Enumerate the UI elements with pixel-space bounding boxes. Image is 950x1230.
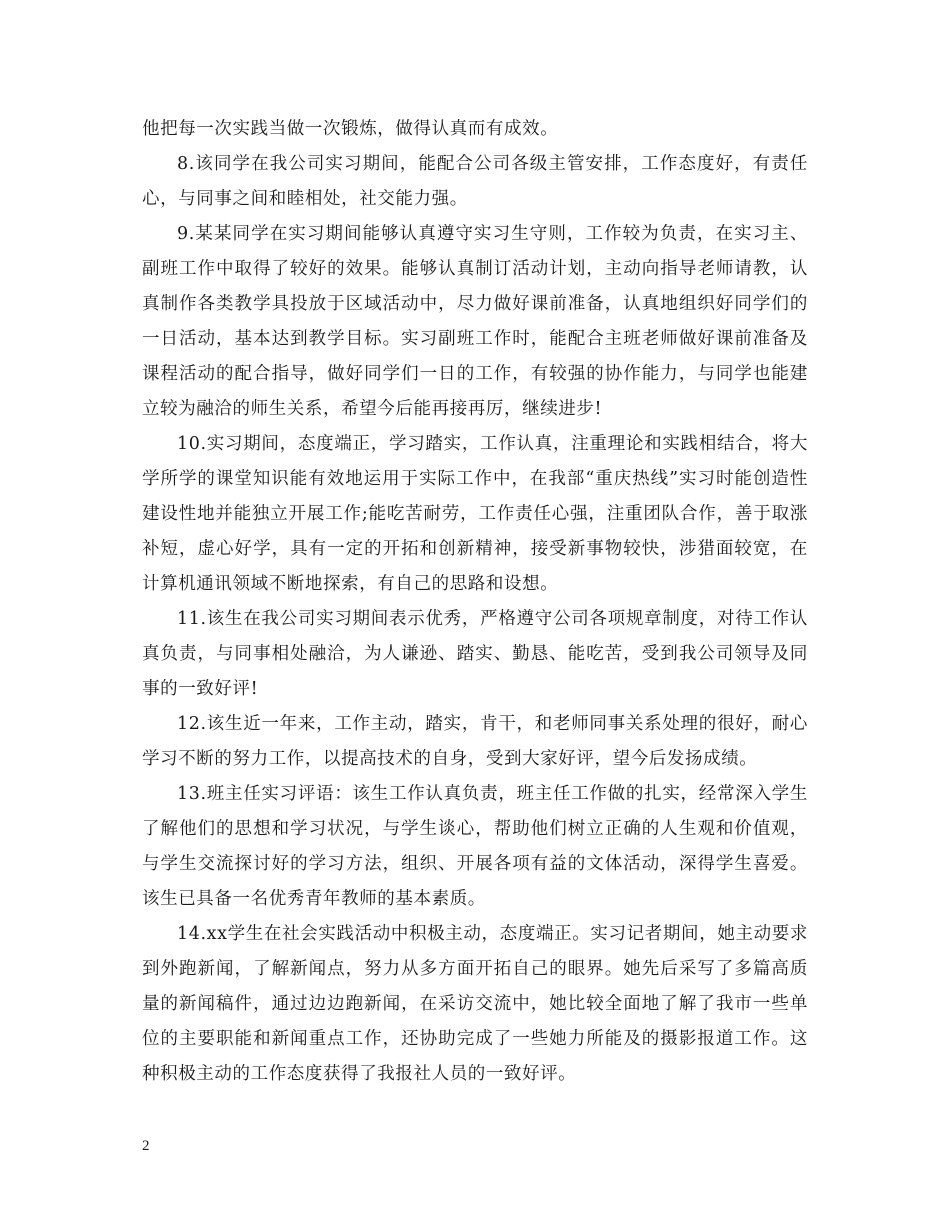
paragraph-item-12: 12.该生近一年来，工作主动，踏实，肯干，和老师同事关系处理的很好，耐心学习不断的努力工作，以提高技术的自身，受到大家好评，望今后发扬成绩。 (142, 714, 808, 769)
paragraph-item-14: 14.xx学生在社会实践活动中积极主动，态度端正。实习记者期间，她主动要求到外跑新闻，了解新闻点，努力从多方面开拓自己的眼界。她先后采写了多篇高质量的新闻稿件，通过边边跑新闻，在采访交流中，她比较全面地了解了我市一些单位的主要职能和新闻重点工作，还协助完成了一些她力所能及的摄影报道工作。这种积极主动的工作态度获得了我报社人员的一致好评。 (142, 924, 808, 1084)
paragraph-item-10: 10.实习期间，态度端正，学习踏实，工作认真，注重理论和实践相结合，将大学所学的课堂知识能有效地运用于实际工作中，在我部“重庆热线”实习时能创造性建设性地并能独立开展工作;能吃苦耐劳，工作责任心强，注重团队合作，善于取涨补短，虚心好学，具有一定的开拓和创新精神，接受新事物较快，涉猎面较宽，在计算机通讯领域不断地探索，有自己的思路和设想。 (142, 434, 808, 594)
paragraph-item-13: 13.班主任实习评语：该生工作认真负责，班主任工作做的扎实，经常深入学生了解他们的思想和学习状况，与学生谈心，帮助他们树立正确的人生观和价值观，与学生交流探讨好的学习方法，组织、开展各项有益的文体活动，深得学生喜爱。该生已具备一名优秀青年教师的基本素质。 (142, 784, 808, 909)
document-body (142, 112, 808, 1092)
paragraph-item-9: 9.某某同学在实习期间能够认真遵守实习生守则，工作较为负责，在实习主、副班工作中取得了较好的效果。能够认真制订活动计划，主动向指导老师请教，认真制作各类教学具投放于区域活动中，尽力做好课前准备，认真地组织好同学们的一日活动，基本达到教学目标。实习副班工作时，能配合主班老师做好课前准备及课程活动的配合指导，做好同学们一日的工作，有较强的协作能力，与同学也能建立较为融洽的师生关系，希望今后能再接再厉，继续进步! (142, 224, 808, 419)
page-number: 2 (142, 1138, 150, 1154)
paragraph-item-11: 11.该生在我公司实习期间表示优秀，严格遵守公司各项规章制度，对待工作认真负责，与同事相处融洽，为人谦逊、踏实、勤恳、能吃苦，受到我公司领导及同事的一致好评! (142, 609, 808, 699)
paragraph-continuation: 他把每一次实践当做一次锻炼，做得认真而有成效。 (142, 119, 559, 139)
paragraph-item-8: 8.该同学在我公司实习期间，能配合公司各级主管安排，工作态度好，有责任心，与同事之间和睦相处，社交能力强。 (142, 154, 808, 209)
